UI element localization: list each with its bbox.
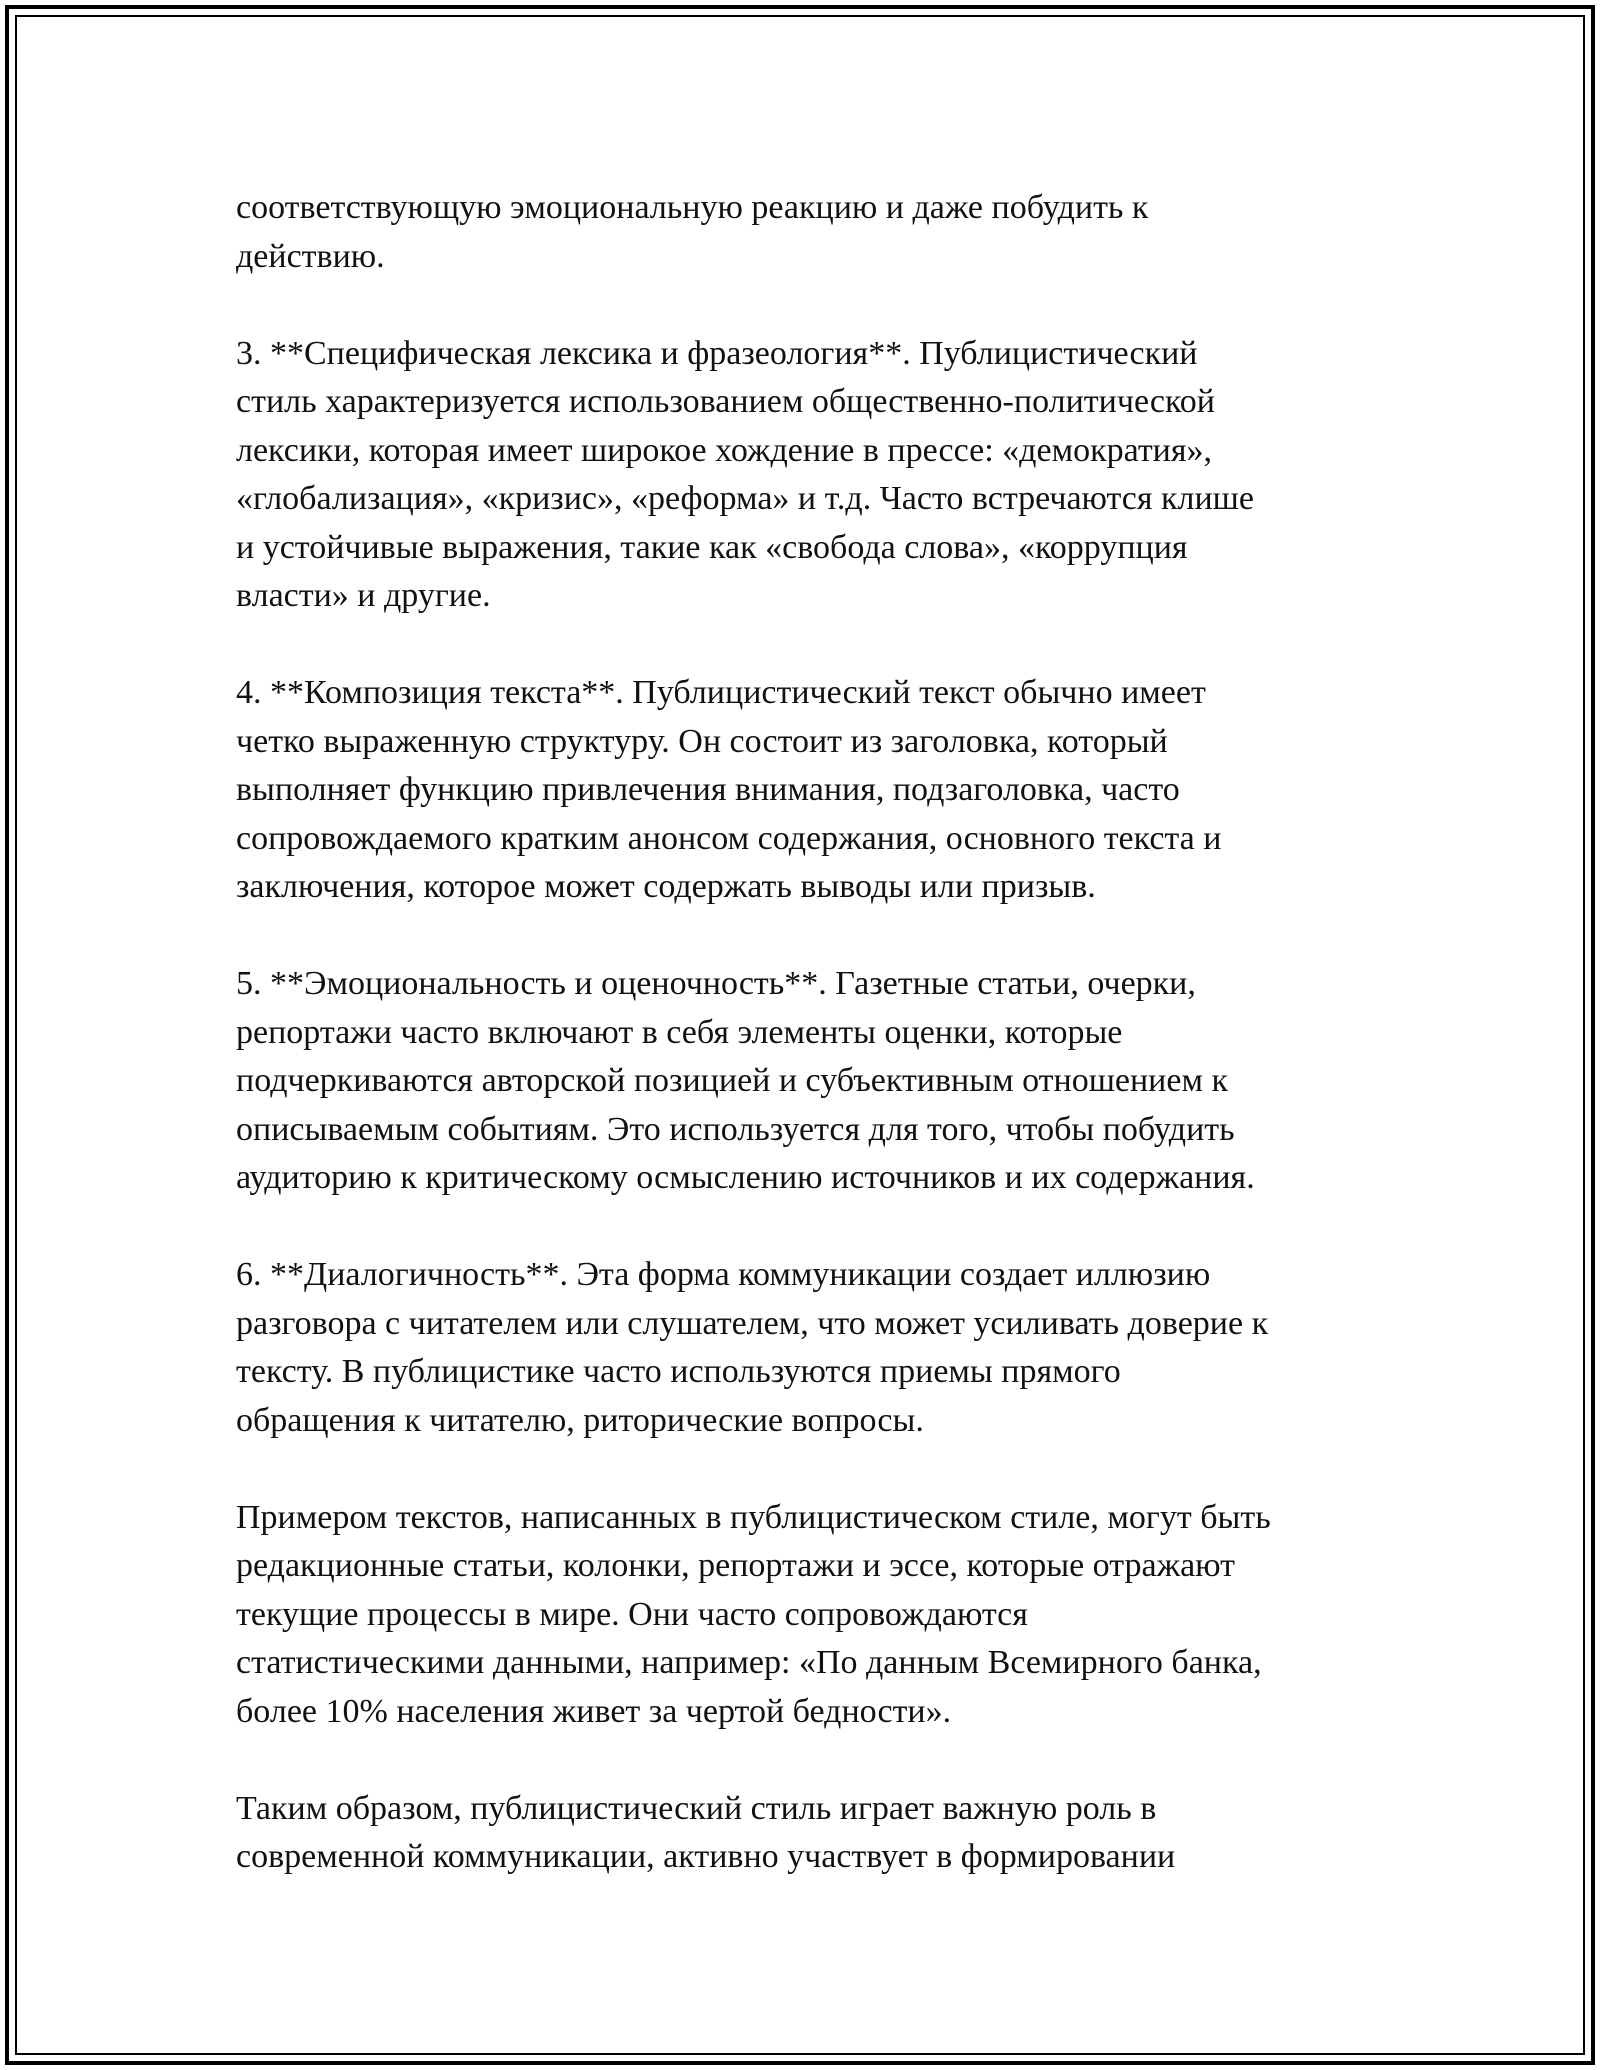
text-line: «глобализация», «кризис», «реформа» и т.д. Часто встречаются клише [236, 480, 1254, 517]
paragraph-conclusion [236, 1785, 1376, 1882]
paragraph-continuation [236, 184, 1376, 281]
text-line: современной коммуникации, активно участвует в формировании [236, 1838, 1176, 1875]
text-line: разговора с читателем или слушателем, что может усиливать доверие к [236, 1304, 1269, 1342]
text-line: 5. **Эмоциональность и оценочность**. Газетные статьи, очерки, [236, 965, 1196, 1002]
paragraph-point-5 [236, 960, 1376, 1203]
text-line: обращения к читателю, риторические вопросы. [236, 1401, 924, 1439]
text-line: лексики, которая имеет широкое хождение в прессе: «демократия», [236, 431, 1213, 469]
text-line: выполняет функцию привлечения внимания, подзаголовка, часто [236, 771, 1180, 808]
text-line: действию. [236, 237, 385, 275]
text-line: 4. **Композиция текста**. Публицистический текст обычно имеет [236, 674, 1206, 711]
text-line: сопровождаемого кратким анонсом содержания, основного текста и [236, 819, 1222, 857]
text-line: Таким образом, публицистический стиль играет важную роль в [236, 1789, 1157, 1827]
text-line: редакционные статьи, колонки, репортажи и эссе, которые отражают [236, 1547, 1235, 1584]
paragraph-point-6 [236, 1251, 1376, 1445]
text-line: 6. **Диалогичность**. Эта форма коммуникации создает иллюзию [236, 1256, 1211, 1293]
text-line: текущие процессы в мире. Они часто сопровождаются [236, 1595, 1028, 1633]
text-line: подчеркиваются авторской позицией и субъективным отношением к [236, 1062, 1228, 1099]
text-line: описываемым событиям. Это используется для того, чтобы побудить [236, 1110, 1235, 1148]
paragraph-examples [236, 1494, 1376, 1737]
paragraph-point-4 [236, 669, 1376, 912]
text-line: соответствующую эмоциональную реакцию и даже побудить к [236, 189, 1149, 226]
text-line: заключения, которое может содержать выводы или призыв. [236, 868, 1096, 905]
text-line: репортажи часто включают в себя элементы оценки, которые [236, 1013, 1123, 1051]
text-line: Примером текстов, написанных в публицистическом стиле, могут быть [236, 1498, 1271, 1536]
paragraph-point-3 [236, 330, 1376, 621]
text-line: 3. **Специфическая лексика и фразеология**. Публицистический [236, 334, 1198, 372]
text-line: более 10% населения живет за чертой бедности». [236, 1692, 952, 1730]
text-line: стиль характеризуется использованием общественно-политической [236, 383, 1215, 420]
text-line: власти» и другие. [236, 577, 491, 614]
document-body [236, 184, 1376, 1930]
text-line: четко выраженную структуру. Он состоит из заголовка, который [236, 722, 1168, 760]
text-line: и устойчивые выражения, такие как «свобода слова», «коррупция [236, 528, 1188, 566]
text-line: статистическими данными, например: «По данным Всемирного банка, [236, 1644, 1262, 1681]
text-line: тексту. В публицистике часто используются приемы прямого [236, 1353, 1121, 1390]
text-line: аудиторию к критическому осмыслению источников и их содержания. [236, 1159, 1255, 1196]
